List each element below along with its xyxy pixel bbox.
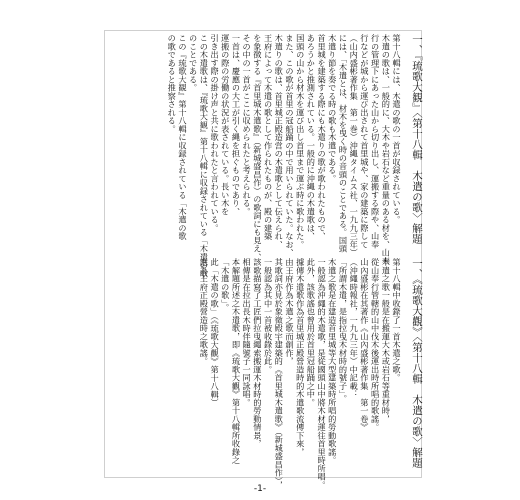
- text-line: （山内盛彬著作集 第一巻）沖縄タイムス社、一九九三年）: [349, 34, 360, 257]
- text-line: 木遣りの歌は、首里城正殿造営の木遣歌として伝えられ、: [274, 34, 285, 249]
- text-line: 首里城を建築する際にも木遣りの歌が歌われたもので、: [317, 34, 328, 241]
- text-line: 国頭の山から材木を運び出し首里まで運ぶ時に歌われた。: [295, 34, 306, 249]
- text-line: 木遣之歌是在建造首里城等大型建築時所唱的勞動歌謠。: [327, 258, 338, 465]
- text-line: 引き出す際の掛け声と共に歌われたと言われている。: [210, 34, 221, 232]
- text-line: 該歌描寫了工匠們拉曳繩索搬運木材時的勞動情景，: [252, 258, 263, 448]
- text-line: の歌であると推察される。: [167, 34, 178, 133]
- chinese-title: 一、《琉歌大觀》〈第十八輯 木遣の歌〉解題: [411, 258, 423, 468]
- text-line: 一首は、慶應の大工が引く縄を担ぐものであり、: [231, 34, 242, 216]
- text-line: 木遣り節を奏でる時の歌も木遣である。: [327, 34, 338, 183]
- text-line: 此「木遣の歌」（《琉歌大觀》第十八輯）: [210, 258, 221, 407]
- text-line: 木遣の歌は、一般的に、大木や岩石など重量のある材を、山奉: [381, 34, 392, 265]
- text-line: 行などが城から運び出されて首里城や、家の建築に際して: [359, 34, 370, 249]
- text-line: この『琉歌大観』第十八輯に収録されている「木遣の歌: [177, 34, 188, 241]
- text-line: 山內盛彬在其著作《山內盛彬著作集 第一卷》: [359, 258, 370, 432]
- text-line: あろうかと推測されている。一般的に沖縄の木遣歌は、: [306, 34, 317, 241]
- text-line: には、「木遣とは、材木を曳く時の音頭のことである。国頭: [338, 34, 349, 253]
- chinese-section: [94, 258, 424, 490]
- text-line: 據傳木遣歌作為首里城正殿營造時的木遣歌流傳下來，: [295, 258, 306, 456]
- text-line: この木遣歌は、『琉歌大観』第十八輯に収録されている「木遣の歌: [199, 34, 210, 278]
- chinese-body: [199, 258, 402, 490]
- text-line: 一般認為其中一首被收錄於此。: [263, 258, 274, 374]
- text-line: のことである。: [188, 34, 199, 92]
- text-line: 本解題所述之木遣歌，即《琉歌大觀》第十八輯所收錄之: [231, 258, 242, 465]
- japanese-section: [94, 34, 424, 278]
- japanese-body: [167, 34, 402, 278]
- text-line: また、この歌が首里の冠船踊の中で用いられていた。なお、: [284, 34, 295, 257]
- page-number: -1-: [253, 484, 267, 494]
- text-line: 一般認為沖繩的木遣歌，是從國頭山中將木材運往首里時所唱。: [317, 258, 328, 489]
- text-line: 「所謂木遣，是指拉曳木材時的號子」。: [338, 258, 349, 403]
- text-line: 「木遣の歌」。: [220, 258, 231, 312]
- text-line: 第十八輯中收錄了一首木遣之歌。: [392, 258, 402, 382]
- text-line: その中の一首がここに収められたと考えられる。: [242, 34, 253, 216]
- text-line: 第十八輯には、木遣の歌の一首が収録されている。: [392, 34, 402, 224]
- text-line: （沖繩時報社，一九九三年）中記載：: [349, 258, 360, 399]
- text-line: 其歌詞亦見於象徵殿宇建築的《首里城木遣歌》（新城盛昌作），: [274, 258, 285, 490]
- text-line: 木遣之歌一般是在搬運大木或岩石等重材時，: [381, 258, 392, 423]
- japanese-title: 一、『琉歌大観』〈第十八輯 木遣の歌〉解題: [411, 34, 423, 244]
- section-divider: [116, 245, 416, 246]
- text-line: 從山奉行管轄的山中伐木後運出時所唱的歌謠。: [370, 258, 381, 432]
- text-line: を象徴する『首里城木遣歌』（新城盛昌作）の歌詞にも見え、: [252, 34, 263, 261]
- text-line: 王府によって木遣の歌として作られたものが、殿の建築: [263, 34, 274, 241]
- text-line: 運搬の際の労働の状況が表されている。長い木を: [220, 34, 231, 216]
- text-line: 應為王府正殿營造時之歌謠。: [199, 258, 210, 366]
- text-line: 由王府作為木遣之歌而創作，: [284, 258, 295, 366]
- text-line: 相傳是在拉出長木時伴隨號子一同詠唱。: [242, 258, 253, 407]
- text-line: 此外，該歌謠也曾用於首里冠船踊之中。: [306, 258, 317, 407]
- text-line: 行の管理下にあった山から切り出し、運搬する際や、山奉: [370, 34, 381, 249]
